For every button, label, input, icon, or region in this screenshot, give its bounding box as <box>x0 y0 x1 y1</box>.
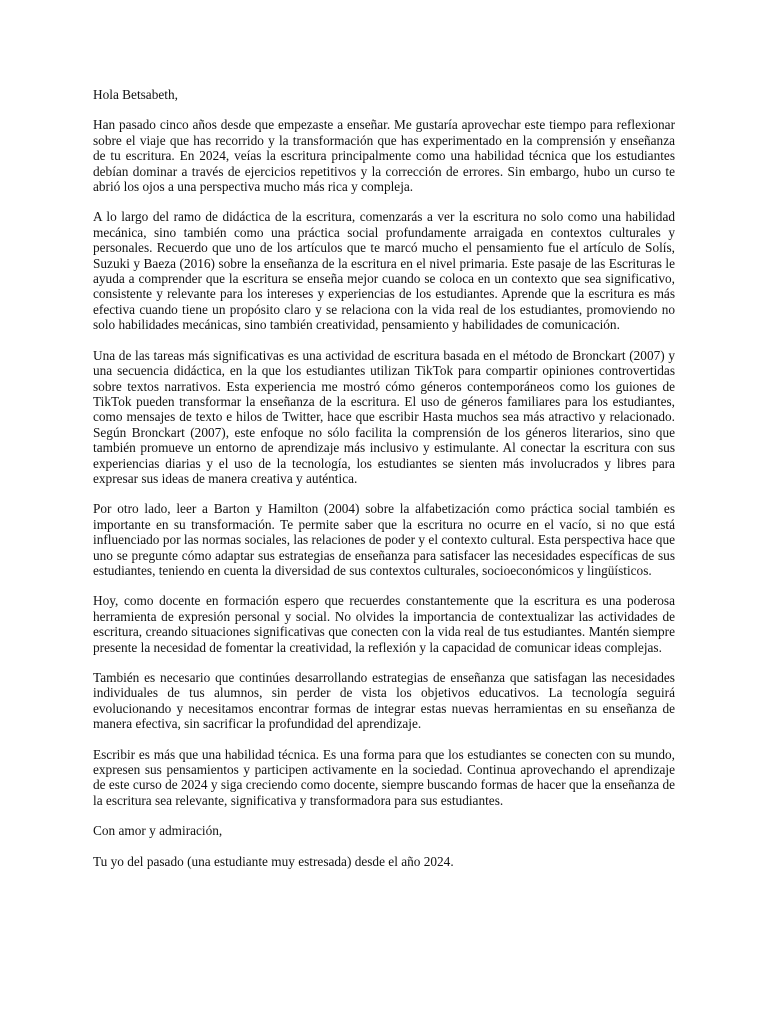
letter-paragraph: Escribir es más que una habilidad técnica. Es una forma para que los estudiantes se conecten con su mundo, expresen sus pensamientos y participen activamente en la sociedad. Continua aprovechando el aprendizaje de este curso de 2024 y siga creciendo como docente, siempre buscando formas de hacer que la enseñanza de la escritura sea relevante, significativa y transformadora para sus estudiantes. <box>93 746 675 808</box>
letter-paragraph: Por otro lado, leer a Barton y Hamilton (2004) sobre la alfabetización como práctica social también es importante en su transformación. Te permite saber que la escritura no ocurre en el vacío, si no que está influenciado por las normas sociales, las relaciones de poder y el contexto cultural. Esta perspectiva hace que uno se pregunte cómo adaptar sus estrategias de enseñanza para satisfacer las necesidades específicas de sus estudiantes, teniendo en cuenta la diversidad de sus contextos culturales, socioeconómicos y lingüísticos. <box>93 501 675 578</box>
letter-paragraph: A lo largo del ramo de didáctica de la escritura, comenzarás a ver la escritura no solo como una habilidad mecánica, sino también como una práctica social profundamente arraigada en contextos culturales y personales. Recuerdo que uno de los artículos que te marcó mucho el pensamiento fue el artículo de Solís, Suzuki y Baeza (2016) sobre la enseñanza de la escritura en el nivel primaria. Este pasaje de las Escrituras le ayuda a comprender que la escritura se enseña mejor cuando se coloca en un contexto que sea significativo, consistente y relevante para los intereses y experiencias de los estudiantes. Aprende que la escritura es más efectiva cuando tiene un propósito claro y se relaciona con la vida real de los estudiantes, promoviendo no solo habilidades mecánicas, sino también creatividad, pensamiento y habilidades de comunicación. <box>93 209 675 333</box>
letter-closing: Con amor y admiración, <box>93 823 223 839</box>
letter-signature: Tu yo del pasado (una estudiante muy estresada) desde el año 2024. <box>93 853 454 869</box>
letter-greeting: Hola Betsabeth, <box>93 87 178 102</box>
letter-paragraph: También es necesario que continúes desarrollando estrategias de enseñanza que satisfagan las necesidades individuales de tus alumnos, sin perder de vista los objetivos educativos. La tecnología seguirá evolucionando y necesitamos encontrar formas de integrar estas nuevas herramientas en su enseñanza de manera efectiva, sin sacrificar la profundidad del aprendizaje. <box>93 670 675 732</box>
letter-paragraph: Una de las tareas más significativas es una actividad de escritura basada en el método de Bronckart (2007) y una secuencia didáctica, en la que los estudiantes utilizan TikTok para compartir opiniones controvertidas sobre textos narrativos. Esta experiencia me mostró cómo géneros contemporáneos como los guiones de TikTok pueden transformar la enseñanza de la escritura. El uso de géneros familiares para los estudiantes, como mensajes de texto e hilos de Twitter, hace que escribir Hasta muchos sea más atractivo y relacionado. Según Bronckart (2007), este enfoque no sólo facilita la comprensión de los géneros literarios, sino que también promueve un entorno de aprendizaje más inclusivo y estimulante. Al conectar la escritura con sus experiencias diarias y el uso de la tecnología, los estudiantes se sienten más involucrados y libres para expresar sus ideas de manera creativa y auténtica. <box>93 347 675 486</box>
letter-paragraph: Han pasado cinco años desde que empezaste a enseñar. Me gustaría aprovechar este tiempo para reflexionar sobre el viaje que has recorrido y la transformación que has experimentado en la comprensión y enseñanza de tu escritura. En 2024, veías la escritura principalmente como una habilidad técnica que los estudiantes debían dominar a través de ejercicios repetitivos y la corrección de errores. Sin embargo, hubo un curso te abrió los ojos a una perspectiva mucho más rica y compleja. <box>93 117 675 195</box>
letter-paragraph: Hoy, como docente en formación espero que recuerdes constantemente que la escritura es una poderosa herramienta de expresión personal y social. No olvides la importancia de contextualizar las actividades de escritura, creando situaciones significativas que conecten con la vida real de tus estudiantes. Mantén siempre presente la necesidad de fomentar la creatividad, la reflexión y la capacidad de comunicar ideas complejas. <box>93 593 675 655</box>
